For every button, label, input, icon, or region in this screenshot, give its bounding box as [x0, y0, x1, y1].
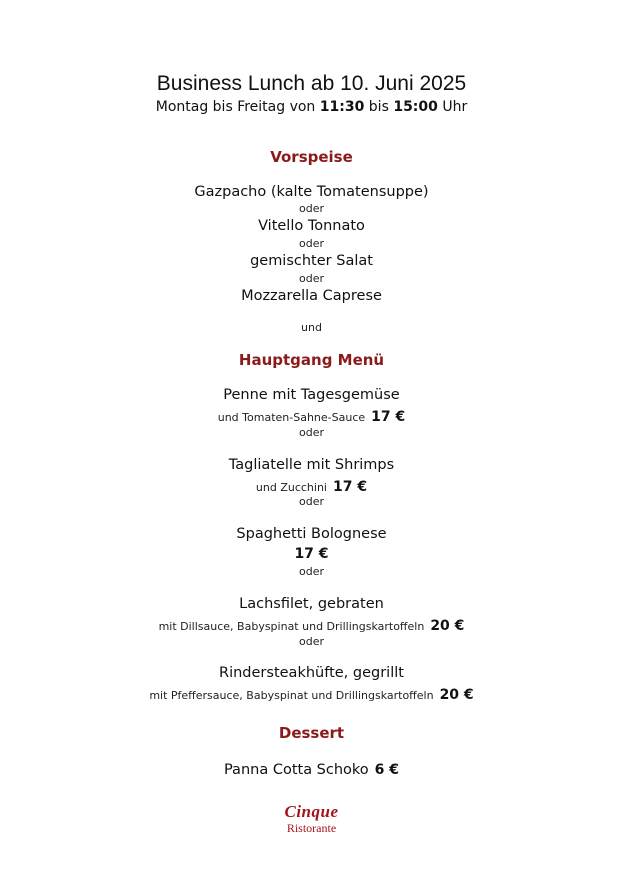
separator-oder: oder [298, 495, 324, 508]
main-item-2-name: Tagliatelle mit Shrimps [228, 457, 395, 473]
time-start: 11:30 [319, 99, 365, 115]
main-item-5-name: Rindersteakhüfte, gegrillt [219, 665, 404, 681]
menu-title: Business Lunch ab 10. Juni 2025 [156, 72, 467, 95]
separator-oder: oder [298, 237, 324, 250]
time-end: 15:00 [393, 99, 438, 115]
separator-oder: oder [298, 635, 324, 648]
menu-subtitle: Montag bis Freitag von 11:30 bis 15:00 Uhr [155, 99, 468, 115]
separator-oder: oder [298, 565, 324, 578]
dessert-item [0, 760, 623, 779]
restaurant-logo-name: Cinque [284, 802, 339, 821]
separator-oder: oder [298, 272, 324, 285]
main-item-5-price: 20 € [439, 687, 474, 703]
main-item-2-description: und Zucchini [255, 481, 327, 494]
mains-heading: Hauptgang Menü [238, 351, 385, 369]
starter-item-1: Gazpacho (kalte Tomatensuppe) [194, 184, 429, 200]
dessert-heading: Dessert [278, 724, 345, 742]
dessert-price: 6 € [374, 762, 400, 778]
separator-oder: oder [298, 202, 324, 215]
separator-oder: oder [298, 426, 324, 439]
restaurant-logo-subtitle: Ristorante [286, 821, 337, 835]
dessert-name: Panna Cotta Schoko [223, 762, 369, 778]
starters-heading: Vorspeise [270, 148, 353, 166]
main-item-1-description: und Tomaten-Sahne-Sauce [217, 411, 366, 424]
connector-und: und [301, 321, 322, 334]
main-item-1-detail [0, 407, 623, 425]
starter-item-4: Mozzarella Caprese [241, 288, 382, 304]
main-item-2-detail [0, 477, 623, 495]
main-item-4-detail [0, 616, 623, 634]
main-item-5-description: mit Pfeffersauce, Babyspinat und Drillingskartoffeln [149, 689, 434, 702]
main-item-4-price: 20 € [430, 618, 465, 634]
main-item-2-price: 17 € [332, 479, 368, 495]
main-item-4-description: mit Dillsauce, Babyspinat und Drillingskartoffeln [158, 620, 425, 633]
main-item-5-detail [0, 685, 623, 703]
main-item-3-name: Spaghetti Bolognese [236, 526, 387, 542]
main-item-1-price: 17 € [371, 409, 406, 425]
starter-item-2: Vitello Tonnato [258, 218, 365, 234]
main-item-1-name: Penne mit Tagesgemüse [223, 387, 400, 403]
main-item-4-name: Lachsfilet, gebraten [239, 596, 384, 612]
starter-item-3: gemischter Salat [250, 253, 373, 269]
main-item-3-price: 17 € [294, 546, 329, 562]
